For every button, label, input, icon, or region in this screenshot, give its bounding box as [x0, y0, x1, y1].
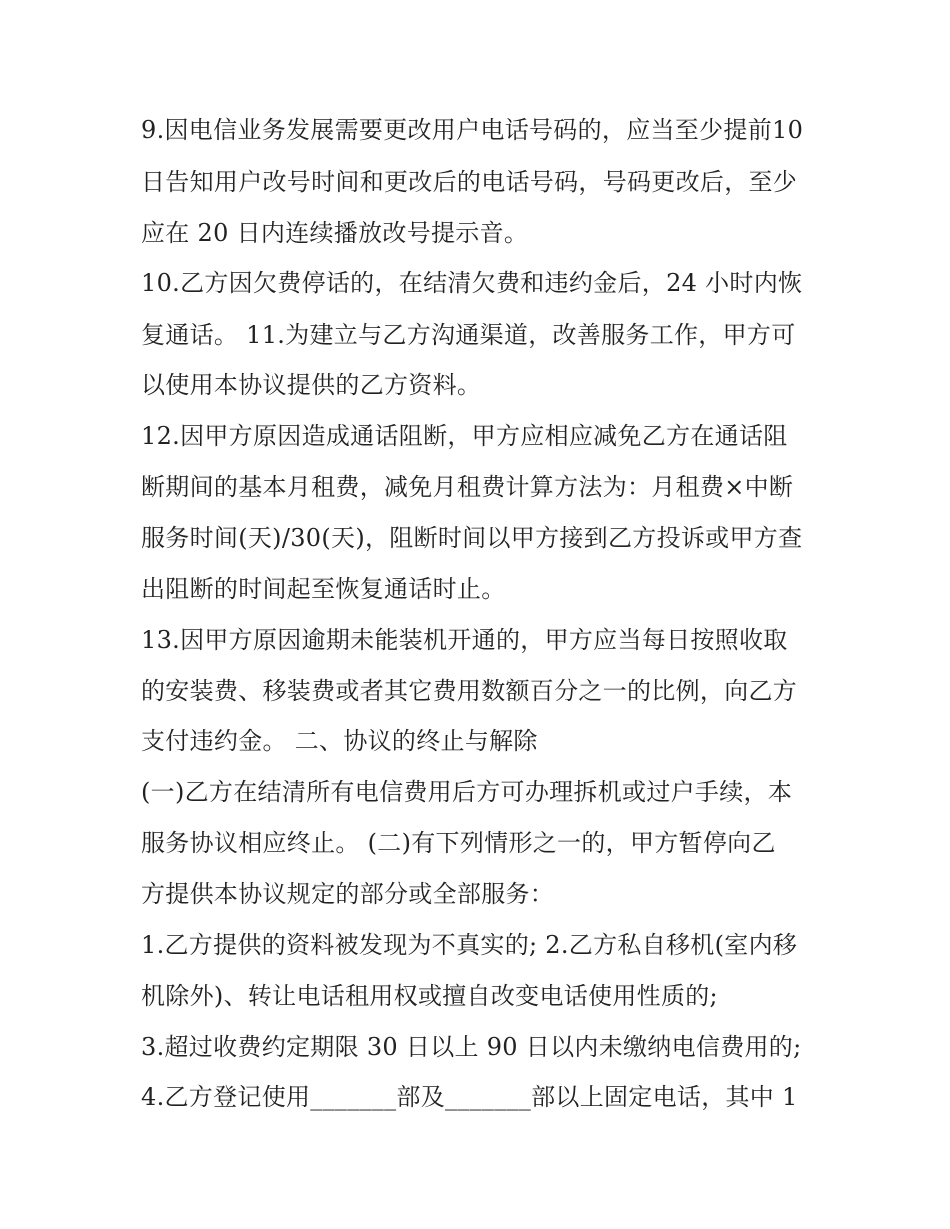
text-line-6: 以使用本协议提供的乙方资料。: [141, 371, 482, 399]
text-line-11: 13.因甲方原因逾期未能装机开通的，甲方应当每日按照收取: [141, 626, 788, 654]
text-line-7: 12.因甲方原因造成通话阻断，甲方应相应减免乙方在通话阻: [141, 422, 788, 450]
text-line-4: 10.乙方因欠费停话的，在结清欠费和违约金后，24 小时内恢: [141, 269, 803, 297]
text-line-20: 4.乙方登记使用_______部及_______部以上固定电话，其中 1: [141, 1083, 798, 1111]
text-line-15: 服务协议相应终止。 (二)有下列情形之一的，甲方暂停向乙: [141, 829, 776, 857]
text-line-8: 断期间的基本月租费，减免月租费计算方法为：月租费×中断: [141, 473, 794, 501]
text-line-12: 的安装费、移装费或者其它费用数额百分之一的比例，向乙方: [141, 677, 798, 705]
text-line-14: (一)乙方在结清所有电信费用后方可办理拆机或过户手续，本: [141, 778, 793, 806]
text-line-3: 应在 20 日内连续播放改号提示音。: [141, 219, 529, 247]
text-line-10: 出阻断的时间起至恢复通话时止。: [141, 575, 506, 603]
text-line-19: 3.超过收费约定期限 30 日以上 90 日以内未缴纳电信费用的;: [141, 1033, 802, 1061]
text-line-1: 9.因电信业务发展需要更改用户电话号码的，应当至少提前10: [141, 116, 804, 144]
text-line-18: 机除外)、转让电话租用权或擅自改变电话使用性质的;: [141, 982, 718, 1010]
text-line-5: 复通话。 11.为建立与乙方沟通渠道，改善服务工作，甲方可: [141, 321, 796, 349]
text-line-2: 日告知用户改号时间和更改后的电话号码，号码更改后，至少: [141, 168, 798, 196]
text-line-16: 方提供本协议规定的部分或全部服务：: [141, 880, 555, 908]
text-line-17: 1.乙方提供的资料被发现为不真实的; 2.乙方私自移机(室内移: [141, 931, 798, 959]
text-line-13: 支付违约金。 二、协议的终止与解除: [141, 727, 538, 755]
text-line-9: 服务时间(天)/30(天)，阻断时间以甲方接到乙方投诉或甲方查: [141, 524, 803, 552]
